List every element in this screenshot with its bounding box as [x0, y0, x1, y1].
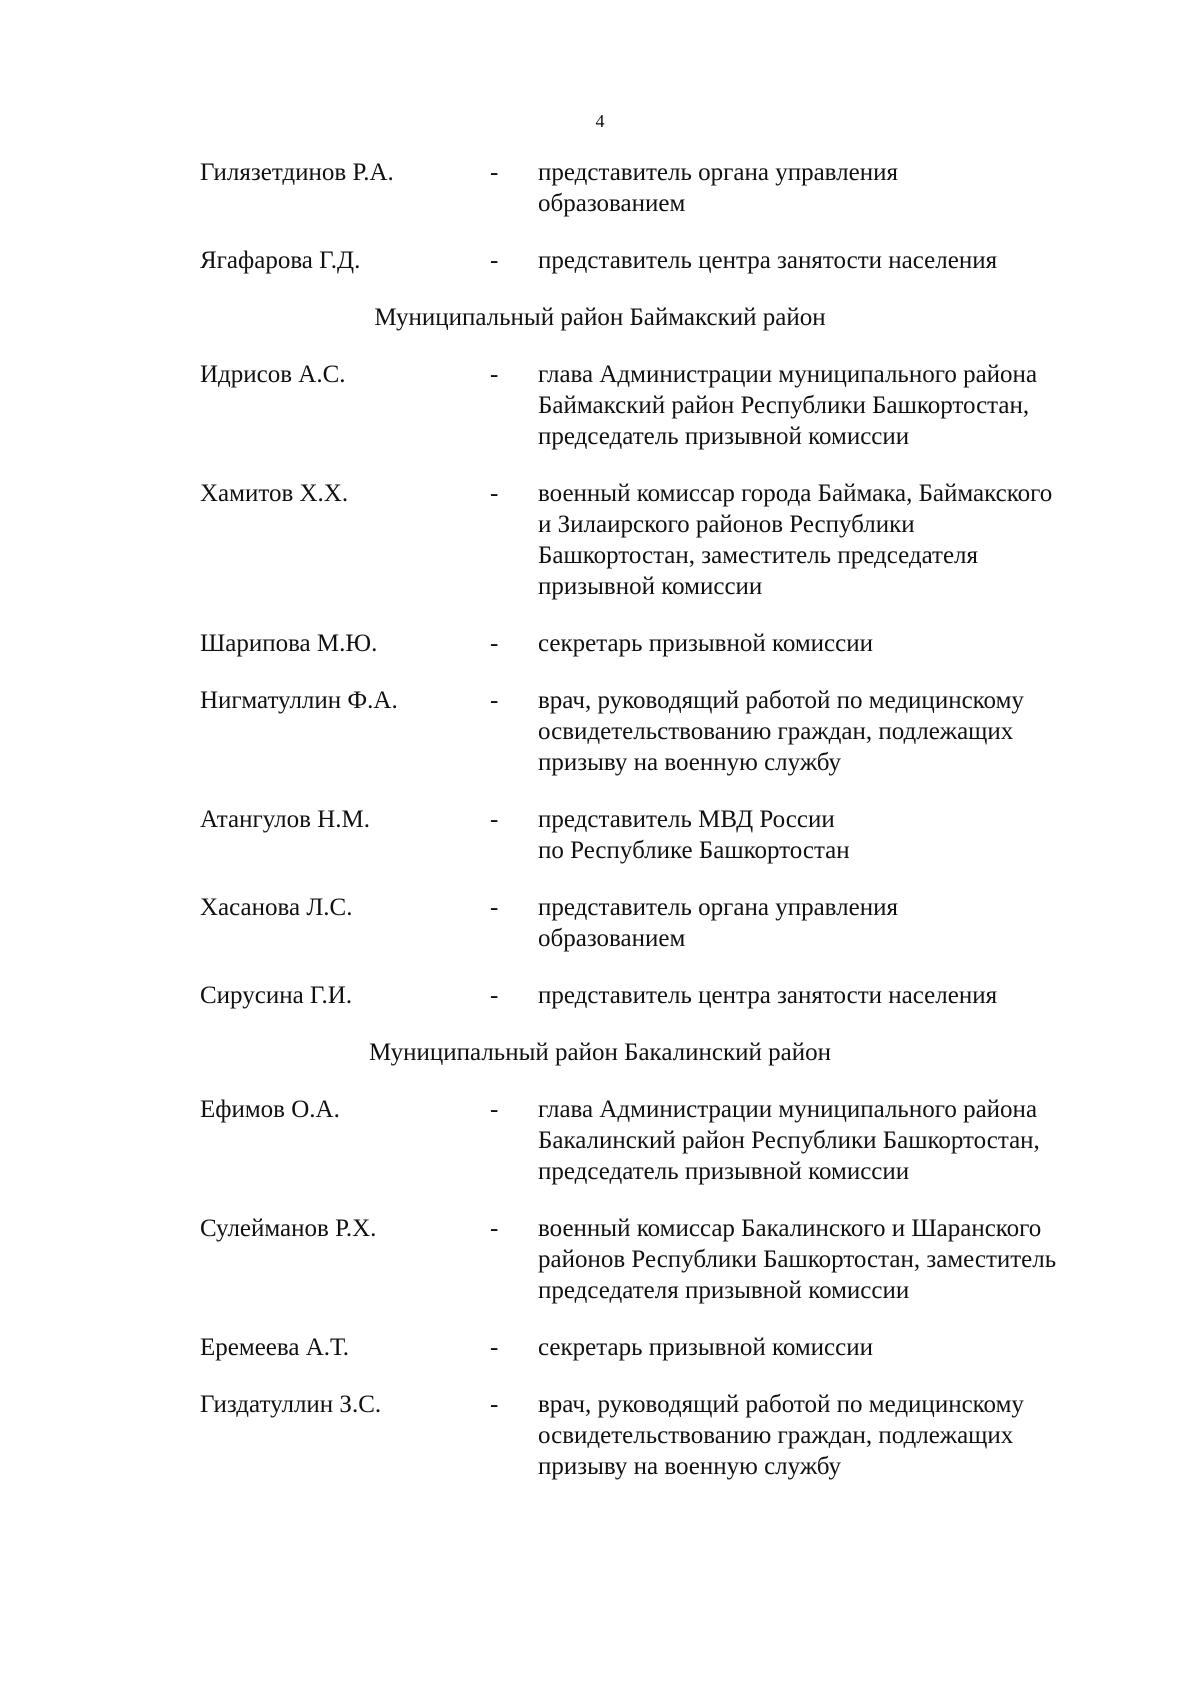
role-line: призыву на военную службу [538, 1453, 842, 1480]
member-entry [200, 1389, 1120, 1482]
page-number: 4 [595, 111, 605, 131]
member-role [538, 1213, 1120, 1306]
role-line: глава Администрации муниципального района [538, 361, 1038, 388]
role-line: военный комиссар Бакалинского и Шаранского [538, 1215, 1042, 1242]
member-role [538, 685, 1120, 778]
role-line: представитель МВД России [538, 806, 835, 833]
dash-separator: - [490, 247, 499, 274]
role-line: военный комиссар города Баймака, Баймакского [538, 480, 1053, 507]
role-line: и Зилаирского районов Республики [538, 511, 915, 538]
dash-separator: - [490, 361, 499, 388]
member-role [538, 1389, 1120, 1482]
member-name: Идрисов А.С. [200, 361, 346, 388]
role-line: образованием [538, 925, 686, 952]
dash-separator: - [490, 630, 499, 657]
member-name: Ефимов О.А. [200, 1096, 340, 1123]
member-entry [200, 628, 1120, 659]
dash-separator: - [490, 1096, 499, 1123]
member-role [538, 1094, 1120, 1187]
member-role [538, 245, 1120, 276]
member-name: Ягафарова Г.Д. [200, 247, 361, 274]
member-name: Гилязетдинов Р.А. [200, 159, 394, 186]
member-entry [200, 892, 1120, 954]
member-entry [200, 1094, 1120, 1187]
member-name: Еремеева А.Т. [200, 1334, 350, 1361]
role-line: освидетельствованию граждан, подлежащих [538, 718, 1014, 745]
member-name: Хасанова Л.С. [200, 894, 353, 921]
role-line: Бакалинский район Республики Башкортостан, [538, 1127, 1040, 1154]
dash-separator: - [490, 1391, 499, 1418]
member-name: Шарипова М.Ю. [200, 630, 378, 657]
dash-separator: - [490, 687, 499, 714]
member-role [538, 628, 1120, 659]
role-line: председатель призывной комиссии [538, 423, 910, 450]
member-name: Гиздатуллин З.С. [200, 1391, 382, 1418]
role-line: секретарь призывной комиссии [538, 1334, 874, 1361]
member-name: Атангулов Н.М. [200, 806, 370, 833]
role-line: врач, руководящий работой по медицинскому [538, 687, 1024, 714]
role-line: призыву на военную службу [538, 749, 842, 776]
member-role [538, 1332, 1120, 1363]
member-role [538, 157, 1120, 219]
role-line: представитель органа управления [538, 894, 898, 921]
member-role [538, 478, 1120, 602]
member-entry [200, 478, 1120, 602]
commission-list [0, 157, 1200, 1508]
dash-separator: - [490, 159, 499, 186]
member-name: Нигматуллин Ф.А. [200, 687, 398, 714]
section-heading: Муниципальный район Бакалинский район [369, 1039, 831, 1066]
role-line: председатель призывной комиссии [538, 1158, 910, 1185]
member-entry [200, 685, 1120, 778]
dash-separator: - [490, 894, 499, 921]
section-heading: Муниципальный район Баймакский район [374, 304, 826, 331]
dash-separator: - [490, 1334, 499, 1361]
role-line: врач, руководящий работой по медицинскому [538, 1391, 1024, 1418]
member-role [538, 804, 1120, 866]
dash-separator: - [490, 1215, 499, 1242]
member-entry [200, 980, 1120, 1011]
member-name: Сулейманов Р.Х. [200, 1215, 377, 1242]
member-entry [200, 1332, 1120, 1363]
dash-separator: - [490, 806, 499, 833]
dash-separator: - [490, 982, 499, 1009]
role-line: образованием [538, 190, 686, 217]
member-entry [200, 245, 1120, 276]
member-entry [200, 359, 1120, 452]
role-line: секретарь призывной комиссии [538, 630, 874, 657]
role-line: Баймакский район Республики Башкортостан, [538, 392, 1030, 419]
member-name: Хамитов Х.Х. [200, 480, 349, 507]
role-line: освидетельствованию граждан, подлежащих [538, 1422, 1014, 1449]
member-role [538, 980, 1120, 1011]
role-line: председателя призывной комиссии [538, 1277, 910, 1304]
role-line: призывной комиссии [538, 573, 763, 600]
role-line: представитель центра занятости населения [538, 982, 998, 1009]
member-name: Сирусина Г.И. [200, 982, 353, 1009]
role-line: Башкортостан, заместитель председателя [538, 542, 979, 569]
member-role [538, 359, 1120, 452]
role-line: глава Администрации муниципального района [538, 1096, 1038, 1123]
dash-separator: - [490, 480, 499, 507]
role-line: районов Республики Башкортостан, заместитель [538, 1246, 1057, 1273]
role-line: по Республике Башкортостан [538, 837, 850, 864]
role-line: представитель центра занятости населения [538, 247, 998, 274]
member-entry [200, 157, 1120, 219]
member-role [538, 892, 1120, 954]
member-entry [200, 1213, 1120, 1306]
member-entry [200, 804, 1120, 866]
role-line: представитель органа управления [538, 159, 898, 186]
